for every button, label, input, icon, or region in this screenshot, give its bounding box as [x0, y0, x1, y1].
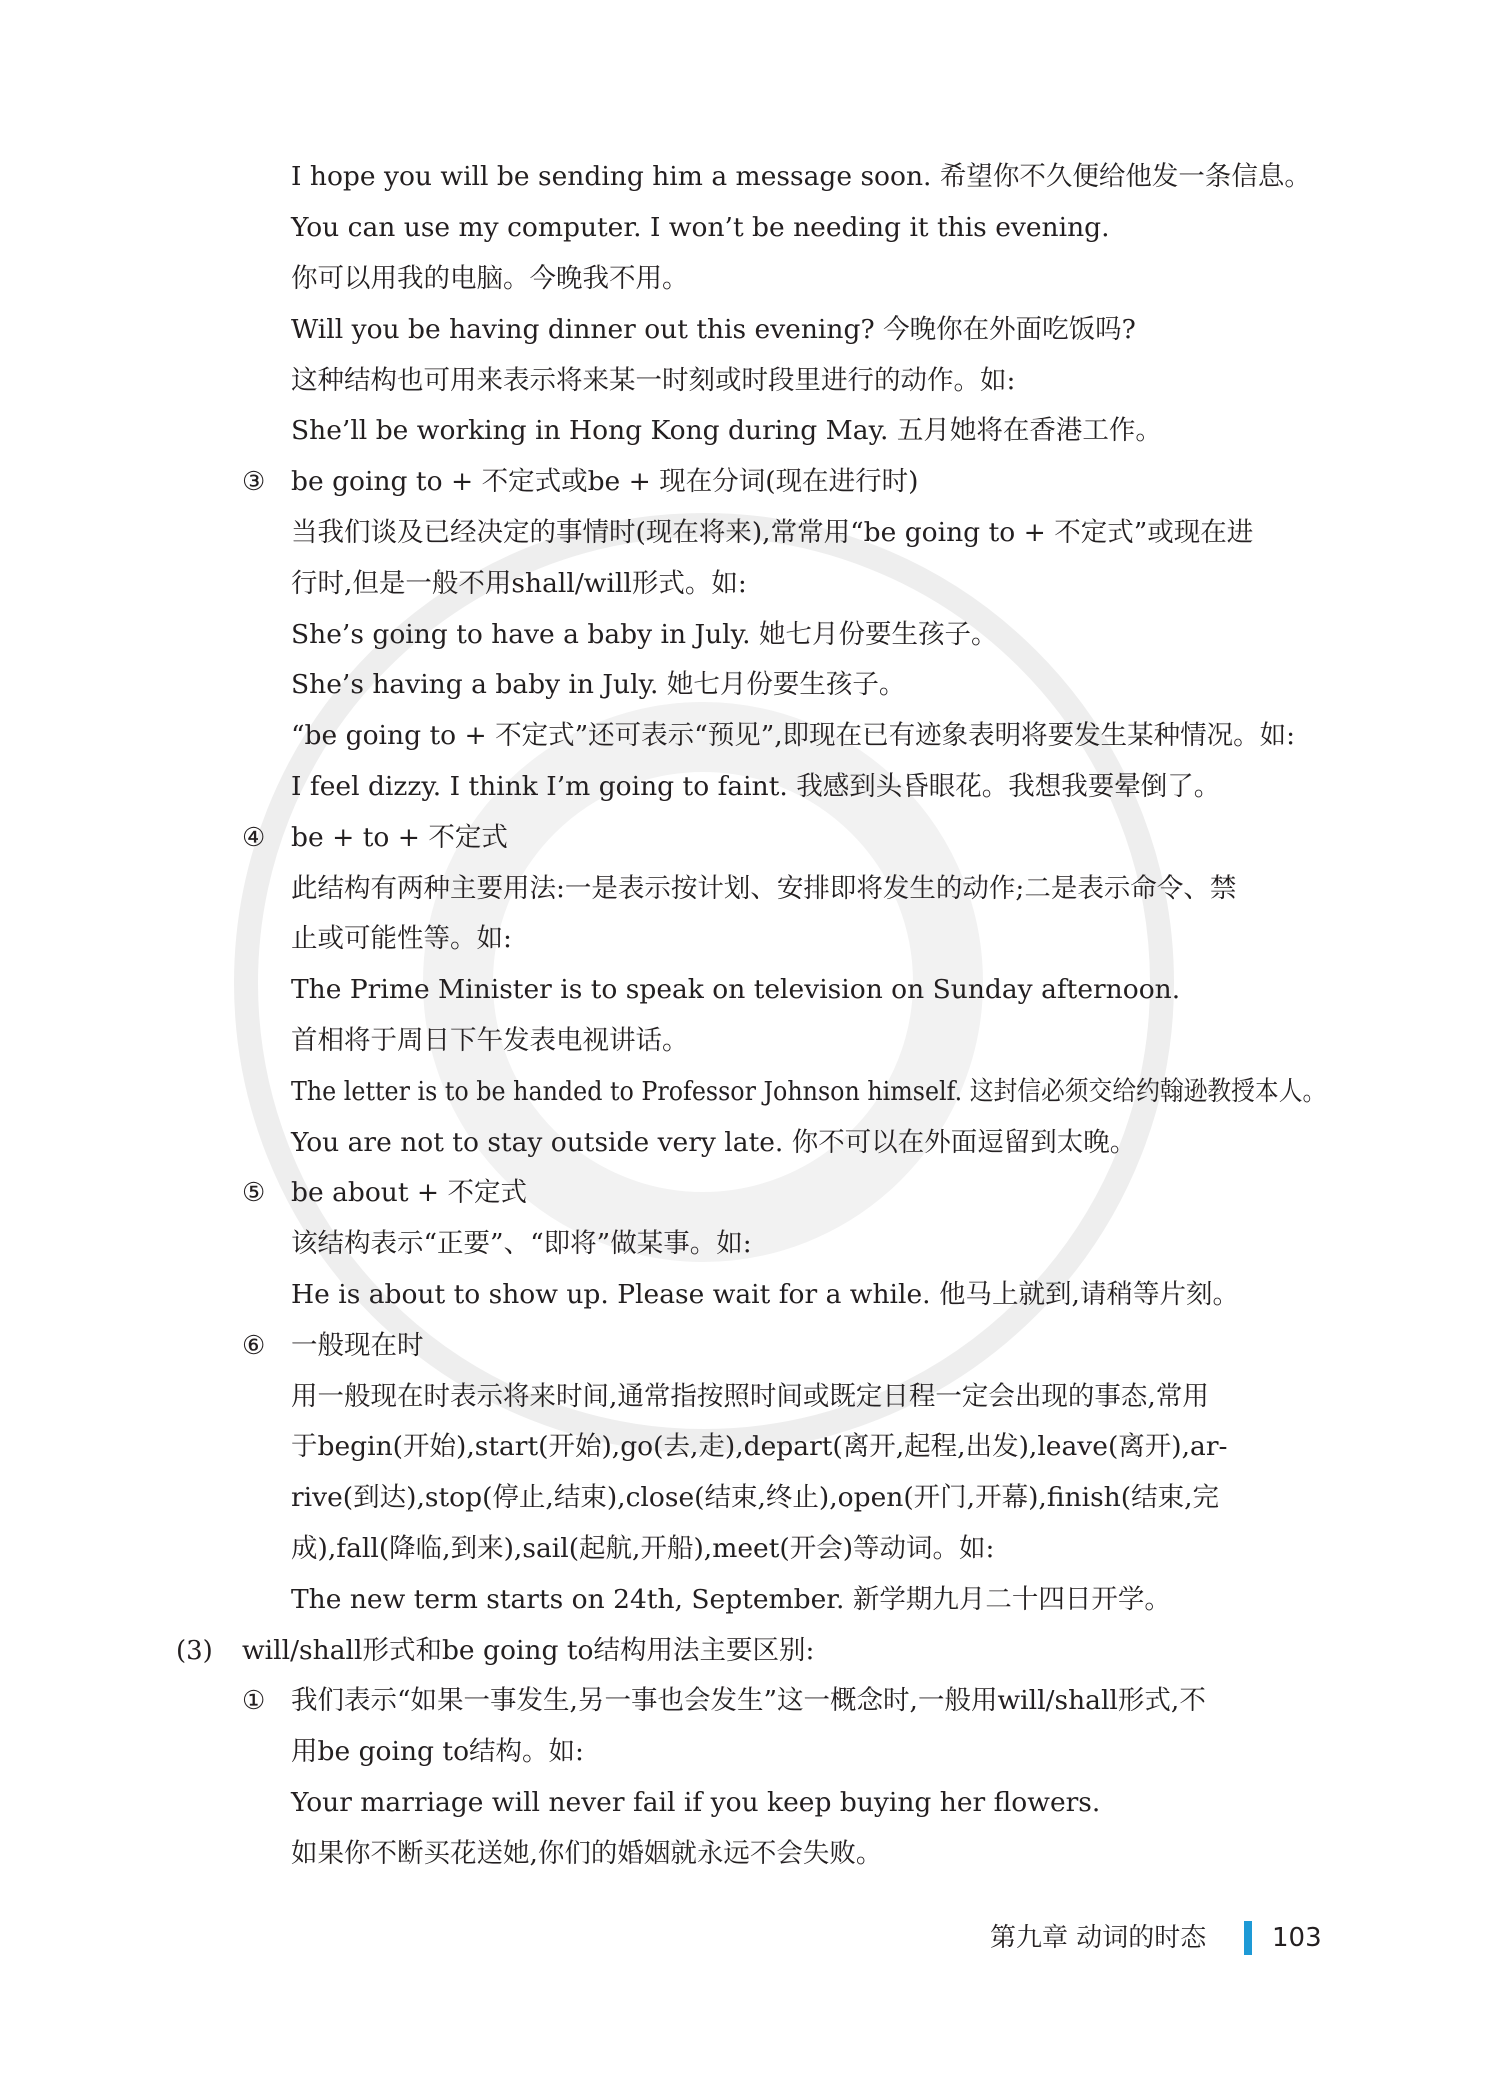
text-line: “be going to + 不定式”还可表示“预见”,即现在已有迹象表明将要发生某种情况。如:: [291, 720, 1296, 751]
text-line: 用一般现在时表示将来时间,通常指按照时间或既定日程一定会出现的事态,常用: [291, 1381, 1209, 1412]
text-line: 首相将于周日下午发表电视讲话。: [291, 1025, 689, 1056]
text-line: The new term starts on 24th, September. 新学期九月二十四日开学。: [291, 1584, 1171, 1615]
section-heading: 一般现在时: [291, 1330, 424, 1361]
item-marker: ③: [242, 467, 266, 497]
item-marker: ⑥: [242, 1331, 266, 1361]
text-line: He is about to show up. Please wait for a while. 他马上就到,请稍等片刻。: [291, 1279, 1239, 1310]
item-marker: ①: [242, 1686, 266, 1716]
text-line: She’s having a baby in July. 她七月份要生孩子。: [291, 669, 906, 700]
text-line: 于begin(开始),start(开始),go(去,走),depart(离开,起程,出发),leave(离开),ar-: [291, 1431, 1228, 1462]
section-heading: be about + 不定式: [291, 1177, 528, 1208]
text-line: 成),fall(降临,到来),sail(起航,开船),meet(开会)等动词。如:: [291, 1533, 995, 1564]
text-line: You are not to stay outside very late. 你不可以在外面逗留到太晚。: [291, 1127, 1137, 1158]
text-line: 当我们谈及已经决定的事情时(现在将来),常常用“be going to + 不定式”或现在进: [291, 517, 1254, 548]
text-line: 这种结构也可用来表示将来某一时刻或时段里进行的动作。如:: [291, 365, 1016, 396]
text-line: rive(到达),stop(停止,结束),close(结束,终止),open(开门,开幕),finish(结束,完: [291, 1482, 1220, 1513]
text-line: Your marriage will never fail if you keep buying her flowers.: [291, 1787, 1101, 1818]
text-line: 该结构表示“正要”、“即将”做某事。如:: [291, 1228, 752, 1259]
section-heading: be + to + 不定式: [291, 822, 508, 853]
section-heading: will/shall形式和be going to结构用法主要区别:: [242, 1635, 815, 1666]
text-line: I hope you will be sending him a message soon. 希望你不久便给他发一条信息。: [291, 161, 1311, 192]
text-line: 用be going to结构。如:: [291, 1736, 584, 1767]
text-line: You can use my computer. I won’t be needing it this evening.: [291, 212, 1110, 243]
text-line: 行时,但是一般不用shall/will形式。如:: [291, 568, 747, 599]
text-line: She’ll be working in Hong Kong during May. 五月她将在香港工作。: [291, 415, 1162, 446]
footer-accent-bar: [1244, 1921, 1252, 1955]
item-marker: ④: [242, 823, 266, 853]
text-line: She’s going to have a baby in July. 她七月份要生孩子。: [291, 619, 998, 650]
text-line: The Prime Minister is to speak on television on Sunday afternoon.: [291, 974, 1181, 1005]
item-marker: ⑤: [242, 1178, 266, 1208]
section-marker: (3): [176, 1636, 213, 1666]
text-line: 如果你不断买花送她,你们的婚姻就永远不会失败。: [291, 1838, 883, 1869]
text-line: I feel dizzy. I think I’m going to faint. 我感到头昏眼花。我想我要晕倒了。: [291, 771, 1221, 802]
section-heading: be going to + 不定式或be + 现在分词(现在进行时): [291, 466, 919, 497]
page-number: 103: [1272, 1923, 1322, 1953]
text-line: 此结构有两种主要用法:一是表示按计划、安排即将发生的动作;二是表示命令、禁: [291, 873, 1237, 904]
text-line: 我们表示“如果一事发生,另一事也会发生”这一概念时,一般用will/shall形式,不: [291, 1685, 1206, 1716]
text-line: 你可以用我的电脑。今晚我不用。: [291, 263, 689, 294]
chapter-title: 第九章 动词的时态: [990, 1923, 1207, 1953]
text-line: Will you be having dinner out this evening? 今晚你在外面吃饭吗?: [291, 314, 1136, 345]
text-line: 止或可能性等。如:: [291, 923, 512, 954]
text-line: The letter is to be handed to Professor Johnson himself. 这封信必须交给约翰逊教授本人。: [291, 1076, 1327, 1107]
